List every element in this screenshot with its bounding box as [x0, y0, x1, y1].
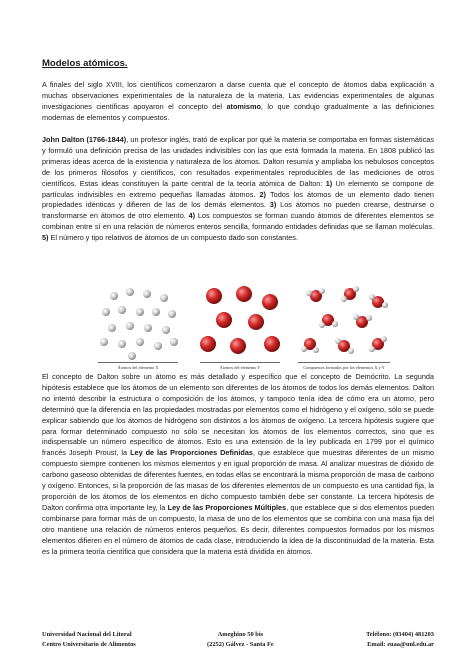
figure-compounds-xy: [294, 282, 394, 372]
bold-text-run: John Dalton (1766-1844): [42, 135, 127, 144]
caption-rule: [200, 362, 280, 363]
page-title: Modelos atómicos.: [42, 58, 128, 69]
bold-text-run: 5): [42, 233, 49, 243]
figure-element-y: [194, 282, 286, 372]
caption-element-y: Átomos del elemento Y: [219, 365, 261, 370]
element-y-atoms-illustration: [194, 282, 286, 362]
footer-street: Ameghino 50 bis: [217, 631, 264, 638]
compounds-xy-illustration: [294, 282, 394, 362]
paragraph-intro: [42, 80, 434, 124]
footer-address: [207, 630, 274, 650]
text-run: A finales del siglo XVIII, los científicos comenzaron a darse cuenta que el concepto de átomos daba explicación a muchas observaciones experimentales de la naturaleza de la materia. Las evidencias experimentales de algunas investigaciones científicas apoyaron el concepto del: [42, 80, 434, 111]
paragraph-dalton: [42, 135, 434, 244]
bold-text-run: Ley de las Proporciones Definidas: [130, 448, 253, 458]
text-run: Los compuestos se forman cuando átomos de diferentes elementos se combinan entre sí en una relación de números enteros sencilla, formando entidades definidas que se llaman moléculas.: [42, 211, 434, 232]
text-run: , lo que condujo gradualmente a las definiciones modernas de elementos y compuestos.: [42, 101, 434, 122]
bold-text-run: 4): [188, 211, 196, 221]
element-x-atoms-illustration: [92, 282, 184, 362]
footer-phone: Teléfono: (03404) 481203: [366, 631, 434, 638]
text-run: , un profesor inglés, trató de explicar por qué la materia se comportaba en formas sistemáticas y formuló una definición precisa de las unidades indivisibles con las que está formada la materia. En 1808 publicó las primeras ideas acerca de la existencia y naturaleza de los átomos. Dalton resumía y ampliaba los nebulosos conceptos de los primeros filósofos y científicos, con resultados experimentales reproducibles de las mediciones de otros científicos. Estas ideas constituyen la parte central de la teoría atómica de Dalton:: [42, 135, 434, 188]
text-run: El concepto de Dalton sobre un átomo es más detallado y específico que el concepto de Demócrito. La segunda hipótesis establece que los átomos de un elemento son diferentes de los átomos de todos los demás elementos. Dalton no intentó describir la estructura o composición de los átomos, y tampoco tenía idea de cómo era un átomo, pero determinó que la diferencia en las propiedades mostradas por elementos como el hidrógeno y el oxígeno, sólo se puede explicar sabiendo que los átomos de hidrógeno son distintos a los átomos de oxígeno. La tercera hipótesis sugiere que para formar determinado compuesto no sólo se necesitan los átomos de los elementos correctos, sino que es indispensable un número específico de átomos. Esto es una extensión de la ley publicada en 1799 por el químico francés Joseph Proust, la: [42, 372, 434, 458]
caption-rule: [298, 362, 390, 363]
footer-city: (2252) Gálvez - Santa Fe: [207, 641, 274, 648]
figure-element-x: [92, 282, 184, 372]
text-run: Todos los átomos de un elemento dado tienen propiedades idénticas y difieren de las de los demás elementos.: [42, 189, 434, 210]
text-run: , que establece que si dos elementos pueden combinarse para formar más de un compuesto, la masa de uno de los elementos que se combina con una masa fija del otro mantiene una relación de números enteros pequeños. Es decir, diferentes compuestos formados por los mismos elementos difieren en el número de átomos de cada clase, introduciendo la idea de la discontinuidad de la materia. Esta es la primera teoría científica que considera que la materia está dividida en átomos.: [42, 502, 435, 556]
footer-contact: [366, 630, 434, 650]
footer-institution: [42, 630, 136, 650]
text-run: , que establece que muestras diferentes de un mismo compuesto siempre contienen los mismos elementos y en igual proporción de masa. Al analizar muestras de dióxido de carbono gaseoso obtenidas de diferentes fuentes, en todas ellas se encontrará la misma proporción de masa de carbono y oxígeno. Entonces, si la proporción de las masas de los diferentes elementos de un compuesto es una cantidad fija, la proporción de los átomos de los elementos en dicho compuesto también debe ser constante. La tercera hipótesis de Dalton confirma otra importante ley, la: [42, 448, 434, 512]
bold-text-run: Ley de las Proporciones Múltiples: [167, 502, 287, 512]
caption-compounds-xy: Compuestos formados por los elementos X y Y: [303, 365, 385, 370]
bold-text-run: 1): [325, 178, 333, 188]
footer-center-name: Centro Universitario de Alimentos: [42, 641, 136, 648]
bold-text-run: 3): [269, 200, 277, 210]
footer-university: Universidad Nacional del Litoral: [42, 631, 132, 638]
atom-figures: [42, 282, 434, 372]
bold-text-run: atomismo: [226, 101, 261, 111]
footer-email: Email: euaa@unl.edu.ar: [367, 641, 434, 648]
paragraph-discussion: [42, 372, 434, 557]
page-footer: [42, 630, 434, 652]
caption-element-x: Átomos del elemento X: [117, 365, 159, 370]
caption-rule: [98, 362, 178, 363]
bold-text-run: 2): [259, 189, 266, 199]
text-run: Los átomos no pueden crearse, destruirse o transformarse en átomos de otro elemento.: [42, 200, 434, 221]
text-run: Un elemento se compone de partículas indivisibles en extremo pequeñas llamadas átomos.: [42, 178, 434, 199]
text-run: El número y tipo relativos de átomos de un compuesto dado son constantes.: [48, 233, 298, 243]
